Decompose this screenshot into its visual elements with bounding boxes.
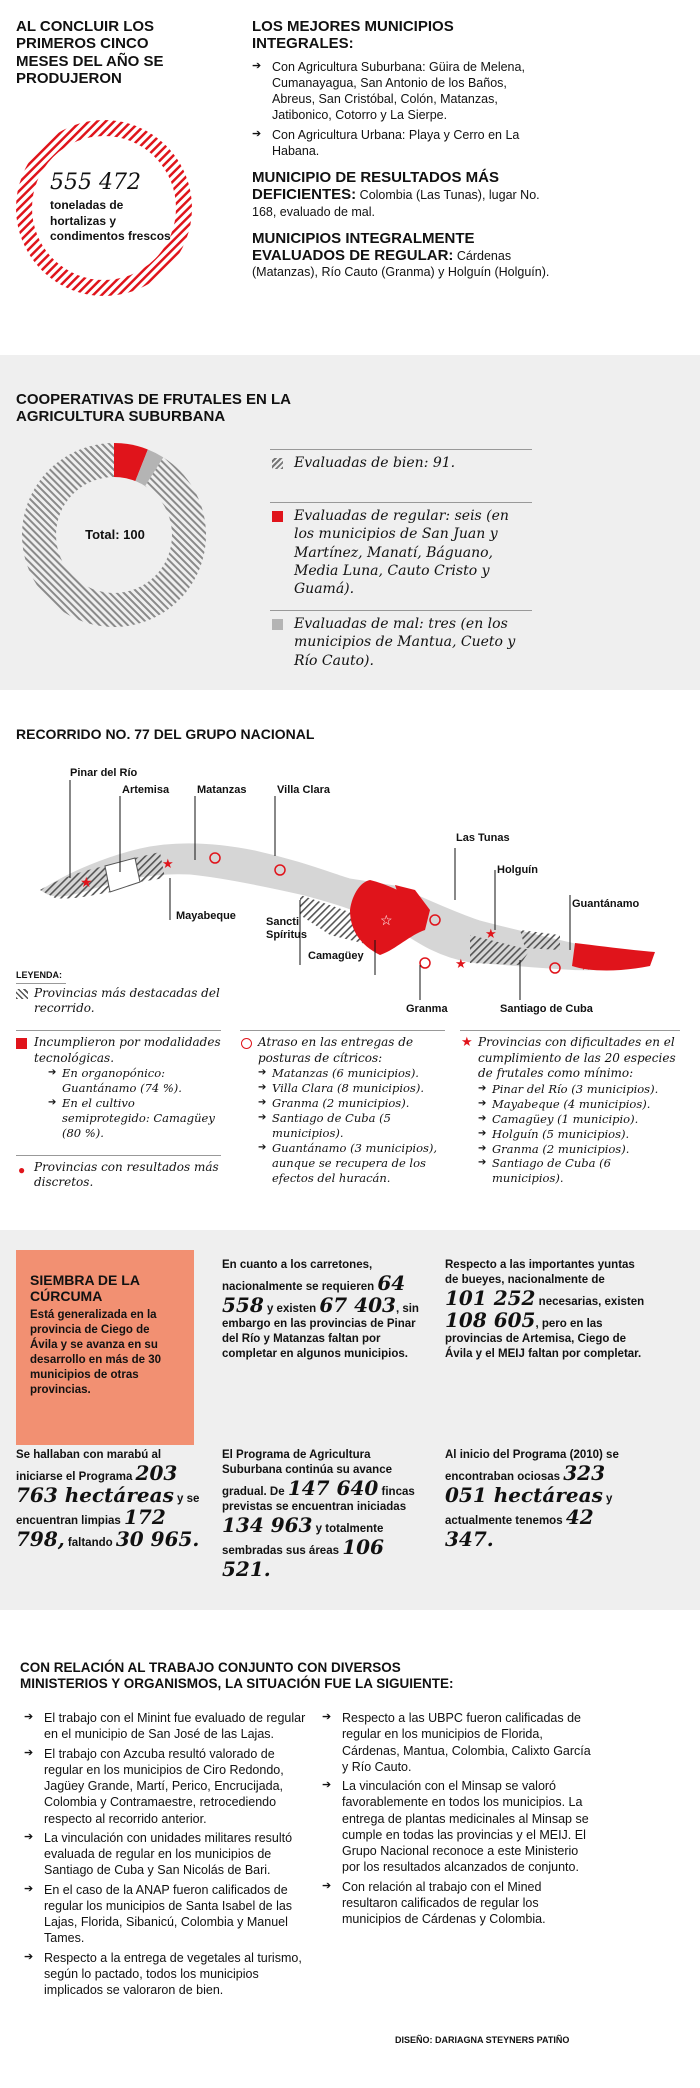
joint-list-left [24, 1710, 309, 2001]
map-label-matanzas: Matanzas [197, 784, 247, 796]
red-square-icon [16, 1038, 27, 1049]
coop-legend [270, 449, 532, 670]
star-icon: ★ [461, 1034, 473, 1049]
legend-item: Provincias más destacadas del recorrido. [16, 986, 236, 1017]
list-item: ➔ Holguín (5 municipios). [478, 1127, 680, 1142]
list-item: ➔ Mayabeque (4 municipios). [478, 1097, 680, 1112]
list-item: ➔ En organopónico: Guantánamo (74 %). [48, 1066, 221, 1096]
legend-item: Evaluadas de bien: 91. [270, 449, 532, 472]
list-item: ➔ Santiago de Cuba (6 municipios). [478, 1156, 680, 1186]
regular-text: Cárdenas (Matanzas), Río Cauto (Granma) y Holguín (Holguín). [252, 249, 550, 280]
curcuma-heading: SIEMBRA DE LA CÚRCUMA [30, 1272, 140, 1305]
list-item: ➔ Respecto a la entrega de vegetales al turismo, según lo pactado, todos los municipios implicados se valoraron de bien. [24, 1950, 309, 1999]
province-holguin [520, 930, 560, 950]
joint-heading: CON RELACIÓN AL TRABAJO CONJUNTO CON DIVERSOS MINISTERIOS Y ORGANISMOS, LA SITUACIÓN FUE LA SIGUIENTE: [20, 1660, 454, 1691]
best-heading: LOS MEJORES MUNICIPIOS INTEGRALES: [252, 18, 454, 53]
star-icon: ★ [162, 856, 174, 871]
map-label-granma: Granma [406, 1003, 448, 1015]
programa-block: El Programa de Agricultura Suburbana continúa su avance gradual. De 147 640 fincas previstas se encuentran iniciadas 134 963 y totalmente sembradas sus áreas 106 521. [222, 1449, 415, 1581]
circle-dot-icon [420, 958, 430, 968]
map-label-las-tunas: Las Tunas [456, 832, 510, 844]
joint-section [0, 1610, 700, 2088]
circle-dot-icon [241, 1038, 252, 1049]
map-label-guantanamo: Guantánamo [572, 898, 640, 910]
best-block [252, 18, 552, 281]
legend-col-3: ★ Provincias con dificultades en el cumplimiento de las 20 especies de frutales como mínimo: ➔ Pinar del Río (3 municipios). ➔ Mayabeque (4 municipios). ➔ Camagüey (1 municipio). ➔ Holguín (5 municipios). ➔ Granma (2 municipios). ➔ Santiago de Cuba (6 municipios). [460, 1030, 680, 1186]
worst-heading: MUNICIPIO DE RESULTADOS MÁS DEFICIENTES: [252, 169, 499, 204]
hatch-swatch-icon [16, 989, 28, 999]
list-item: ➔ Con relación al trabajo con el Mined resultaron calificados de regular los municipios de Cárdenas y Colombia. [322, 1879, 592, 1928]
star-icon: ★ [580, 958, 592, 973]
intro-figure [50, 172, 180, 245]
star-icon: ★ [80, 874, 93, 890]
legend-item: Evaluadas de regular: seis (en los municipios de San Juan y Martínez, Manatí, Báguano, Media Luna, Cauto Cristo y Guamá). [270, 502, 532, 598]
map-section [0, 690, 700, 1250]
curcuma-box [16, 1250, 194, 1445]
joint-list-right [322, 1710, 592, 1930]
regular-heading: MUNICIPIOS INTEGRALMENTE EVALUADOS DE REGULAR: [252, 229, 475, 264]
list-item: ➔ Respecto a las UBPC fueron calificadas de regular en los municipios de Florida, Cárdenas, Mantua, Colombia, Calixto García y Río Cauto. [322, 1710, 592, 1775]
list-item: ➔ Santiago de Cuba (5 municipios). [258, 1111, 445, 1141]
star-icon: ★ [455, 956, 467, 971]
list-item: ➔ Granma (2 municipios). [258, 1096, 445, 1111]
stats-section [0, 1230, 700, 1610]
map-label-pinar: Pinar del Río [70, 767, 138, 779]
list-item: ➔ Granma (2 municipios). [478, 1142, 680, 1157]
best-list [252, 59, 552, 160]
intro-heading: AL CONCLUIR LOS PRIMEROS CINCO MESES DEL AÑO SE PRODUJERON [16, 18, 164, 87]
curcuma-text: Está generalizada en la provincia de Ciego de Ávila y se avanza en su desarrollo en más de 30 municipios de otras provincias. [30, 1309, 162, 1396]
coop-heading: COOPERATIVAS DE FRUTALES EN LA AGRICULTURA SUBURBANA [16, 391, 291, 426]
map-label-villa-clara: Villa Clara [277, 784, 330, 796]
legend-title: LEYENDA: [16, 970, 66, 984]
legend-item: Evaluadas de mal: tres (en los municipios de Mantua, Cueto y Río Cauto). [270, 610, 532, 670]
marabu-block: Se hallaban con marabú al iniciarse el Programa 203 763 hectáreas y se encuentran limpias 172 798, faltando 30 965. [16, 1449, 200, 1551]
list-item: ➔ En el caso de la ANAP fueron calificados de regular los municipios de Santa Isabel de las Lajas, Florida, Sibanicú, Colombia y Manuel Tames. [24, 1882, 309, 1947]
map-label-sancti-spiritus: Sancti Spíritus [266, 916, 307, 941]
map-label-holguin: Holguín [497, 864, 538, 876]
list-item: ➔ El trabajo con el Minint fue evaluado de regular en el municipio de San José de las Lajas. [24, 1710, 309, 1743]
carretones-block: En cuanto a los carretones, nacionalmente se requieren 64 558 y existen 67 403, sin embargo en las provincias de Pinar del Río y Matanzas faltan por completar en algunos municipios. [222, 1259, 419, 1360]
list-item: ➔ Pinar del Río (3 municipios). [478, 1082, 680, 1097]
red-swatch-icon [272, 511, 283, 522]
intro-text: toneladas de hortalizas y condimentos frescos [50, 198, 171, 244]
list-item: ➔ En el cultivo semiprotegido: Camagüey (80 %). [48, 1096, 221, 1141]
list-item: ➔ Villa Clara (8 municipios). [258, 1081, 445, 1096]
map-heading: RECORRIDO NO. 77 DEL GRUPO NACIONAL [16, 726, 315, 742]
map-legend [16, 970, 236, 1017]
donut-center-label: Total: 100 [85, 527, 145, 542]
list-item: ➔ Camagüey (1 municipio). [478, 1112, 680, 1127]
map-label-santiago: Santiago de Cuba [500, 1003, 593, 1015]
star-outline-icon: ☆ [380, 912, 393, 928]
legend-col-2: Atraso en las entregas de posturas de cítricos: ➔ Matanzas (6 municipios). ➔ Villa Clara (8 municipios). ➔ Granma (2 municipios). ➔ Santiago de Cuba (5 municipios). ➔ Guantánamo (3 municipios), aunque se recupera de los efectos del huracán. [240, 1030, 445, 1186]
pin-icon: ● [18, 1162, 26, 1177]
map-label-artemisa: Artemisa [122, 784, 170, 796]
list-item: ➔ La vinculación con unidades militares resultó evaluada de regular en los municipios de Santiago de Cuba y San Nicolás de Bari. [24, 1830, 309, 1879]
intro-number: 555 472 [50, 170, 141, 195]
list-item: ➔ Guantánamo (3 municipios), aunque se recupera de los efectos del huracán. [258, 1141, 445, 1186]
gray-swatch-icon [272, 619, 283, 630]
list-item: ➔ El trabajo con Azcuba resultó valorado de regular en los municipios de Ciro Redondo, Jagüey Grande, Martí, Perico, Encrucijada, Colombia y Contramaestre, retrocediendo respecto al recorrido anterior. [24, 1746, 309, 1827]
design-credit: DISEÑO: DARIAGNA STEYNERS PATIÑO [395, 2035, 570, 2045]
list-item: ➔ Con Agricultura Suburbana: Güira de Melena, Cumanayagua, San Antonio de los Baños, Abreus, San Cristóbal, Colón, Matanzas, Jatibonico, Cotorro y La Sierpe. [252, 59, 552, 124]
bueyes-block: Respecto a las importantes yuntas de bueyes, nacionalmente de 101 252 necesarias, existen 108 605, pero en las provincias de Artemisa, Ciego de Ávila y el MEIJ faltan por completar. [445, 1259, 645, 1360]
list-item: ➔ Matanzas (6 municipios). [258, 1066, 445, 1081]
worst-text: Colombia (Las Tunas), lugar No. 168, evaluado de mal. [252, 188, 540, 219]
intro-section [0, 0, 700, 355]
worst-block [252, 169, 552, 220]
regular-block [252, 230, 552, 281]
hatch-swatch-icon [272, 458, 283, 469]
legend-col-1: Incumplieron por modalidades tecnológicas. ➔ En organopónico: Guantánamo (74 %). ➔ En el cultivo semiprotegido: Camagüey (80 %). ● Provincias con resultados más discretos. [16, 1030, 221, 1191]
map-label-camaguey: Camagüey [308, 950, 364, 962]
list-item: ➔ La vinculación con el Minsap se valoró favorablemente en todos los municipios. La entrega de plantas medicinales al Minsap se cumple en todas las provincias y el MEIJ. El Grupo Nacional reconoce a este Ministerio por los resultados alcanzados de conjunto. [322, 1778, 592, 1876]
list-item: ➔ Con Agricultura Urbana: Playa y Cerro en La Habana. [252, 127, 552, 160]
coop-section [0, 355, 700, 690]
ociosas-block: Al inicio del Programa (2010) se encontraban ociosas 323 051 hectáreas y actualmente tenemos 42 347. [445, 1449, 619, 1551]
star-icon: ★ [485, 926, 497, 941]
map-label-mayabeque: Mayabeque [176, 910, 236, 922]
